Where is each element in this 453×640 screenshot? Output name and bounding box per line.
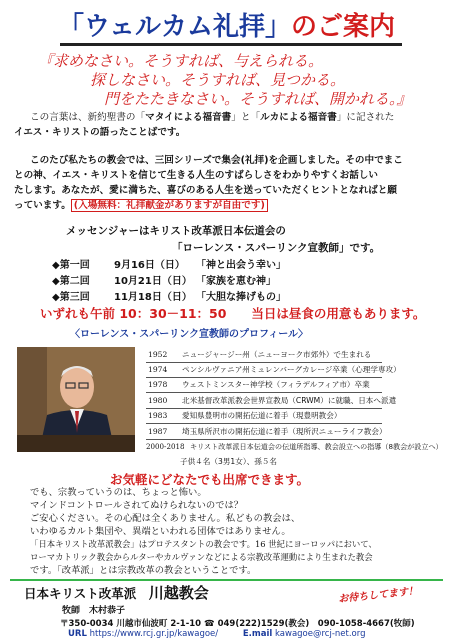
intro-text: この言葉は、新約聖書の「 (30, 112, 146, 123)
bio-year: 1987 (148, 427, 168, 436)
bio-year: 1974 (148, 365, 168, 374)
bio-text: ペンシルヴァニア州ミュレンバーグカレージ卒業（心理学専攻） (182, 365, 401, 374)
bio-text: 愛知県豊明市の開拓伝道に着手（現豊明教会） (182, 411, 342, 420)
intro-luke: ルカによる福音書 (260, 112, 337, 123)
body-line-3: たします。あなたが、愛に満ちた、喜びのある人生を送っていただくヒントとなればと願 (14, 185, 397, 196)
missionary-photo (17, 347, 135, 452)
messenger-line-1: メッセンジャーはキリスト改革派日本伝道会の (66, 225, 286, 237)
bio-row (148, 380, 370, 390)
time-note: いずれも午前 10：30－11：50 当日は昼食の用意もあります。 (40, 306, 426, 321)
footer-divider (10, 579, 443, 581)
pastor-name: 木村恭子 (89, 606, 126, 616)
intro-matthew: マタイによる福音書 (145, 112, 232, 123)
address-line (60, 617, 415, 629)
website-link[interactable]: https://www.rcj.gr.jp/kawagoe/ (89, 629, 219, 639)
messenger-line-2: 「ローレンス・スパーリンク宣教師」です。 (172, 242, 381, 254)
intro-line-1 (30, 110, 453, 125)
divider (146, 408, 382, 409)
event-date: 11月18日（日） (114, 292, 192, 303)
divider (146, 377, 382, 378)
event-label: ◆第一回 (52, 260, 90, 271)
title-main: 「ウェルカム礼拝」 (58, 12, 291, 42)
pastor-line (62, 603, 125, 616)
event-date: 9月16日（日） (114, 260, 185, 271)
bio-row (148, 365, 401, 375)
body-line-1: このたび私たちの教会では、三回シリーズで集会(礼拝)を企画しました。その中でまこ (30, 155, 403, 166)
note-line: ご安心ください。その心配は全くありません。私どもの教会は、 (30, 513, 301, 524)
event-topic: 「神と出会う幸い」 (196, 260, 286, 271)
event-item (52, 272, 276, 287)
phone-numbers: 049(222)1529(教会) 090-1058-4667(牧師) (217, 619, 415, 629)
bio-text: ウェストミンスター神学校（フィラデルフィア市）卒業 (182, 380, 370, 389)
page-title (0, 6, 453, 43)
event-item (52, 288, 286, 303)
bio-text: ニュージャージー州（ニューヨーク市郊外）で生まれる (182, 350, 372, 359)
bio-year: 1952 (148, 350, 168, 359)
event-date: 10月21日（日） (114, 276, 192, 287)
divider (146, 362, 382, 363)
bio-row (146, 442, 443, 452)
contact-line (68, 629, 366, 639)
bio-row (148, 411, 341, 421)
divider (146, 392, 382, 393)
intro-text: 」と「 (231, 112, 261, 123)
divider (146, 439, 382, 440)
bio-year: 1983 (148, 411, 168, 420)
note-line: でも、宗教っていうのは、ちょっと怖い。 (30, 487, 207, 498)
body-line-4 (14, 198, 440, 213)
event-item (52, 256, 286, 271)
bio-text: 北米基督改革派教会世界宣教局（CRWM）に就職、日本へ派遣 (182, 396, 397, 405)
body-line-2: との神、イエス・キリストを信じて生きる人生のすばらしさをわかりやすくお話しい (14, 170, 378, 181)
bio-text: キリスト改革派日本伝道会の伝道所指導、教会設立への指導（8教会が設立へ） (190, 442, 443, 451)
email-link[interactable]: kawagoe@rcj-net.org (275, 629, 366, 639)
intro-text: 」に記された (336, 112, 395, 123)
email-label: E.mail (242, 629, 273, 639)
bio-year: 1978 (148, 380, 168, 389)
address: 〒350-0034 川越市仙波町 2-1-10 (60, 619, 202, 629)
url-label: URL (68, 629, 87, 639)
note-line: 「日本キリスト改革派教会」はプロテスタントの教会です。16 世紀にヨーロッパにおいて、 (30, 539, 377, 549)
event-label: ◆第三回 (52, 292, 90, 303)
note-line: いわゆるカルト集団や、異端といわれる団体ではありません。 (30, 526, 291, 537)
profile-heading: 〈ローレンス・スパーリンク宣教師のプロフィール〉 (70, 329, 309, 340)
event-topic: 「大胆な捧げもの」 (196, 292, 286, 303)
event-topic: 「家族を恵む神」 (196, 276, 276, 287)
pastor-label: 牧師 (62, 606, 81, 616)
bio-year: 1980 (148, 396, 168, 405)
title-underline (60, 43, 402, 46)
verse-line-1: 『求めなさい。そうすれば、与えられる。 (38, 52, 324, 70)
bio-year: 2000-2018 (146, 442, 185, 451)
title-sub: のご案内 (290, 12, 395, 42)
note-line: ローマカトリック教会からルターやカルヴァンなどによる宗教改革運動により生まれた教会 (30, 552, 373, 562)
family-note: 子供４名（3男1女）、孫５名 (180, 457, 277, 466)
intro-line-2: イエス・キリストの語ったことばです。 (14, 127, 186, 138)
note-line: です。「改革派」とは宗教改革の教会ということです。 (30, 565, 257, 576)
bio-text: 埼玉県所沢市の開拓伝道に着手（現所沢ニューライフ教会） (182, 427, 387, 436)
bio-row (148, 350, 371, 360)
body-last-lead: っています。 (14, 200, 71, 211)
church-title: 川越教会 (148, 584, 209, 602)
phone-icon: ☎ (204, 619, 215, 629)
bio-row (148, 427, 387, 437)
verse-line-2: 探しなさい。そうすれば、見つかる。 (90, 71, 346, 89)
divider (146, 423, 382, 424)
verse-line-3: 門をたたきなさい。そうすれば、開かれる。』 (104, 90, 412, 108)
event-label: ◆第二回 (52, 276, 90, 287)
church-denomination: 日本キリスト改革派 (24, 586, 137, 601)
bio-row (148, 396, 396, 406)
church-name (24, 582, 209, 603)
welcome-message: お気軽にどなたでも出席できます。 (110, 472, 310, 487)
admission-box: (入場無料：礼拝献金がありますが自由です) (71, 199, 268, 212)
note-line: マインドコントロールされてぬけられないのでは？ (30, 500, 244, 511)
waiting-message: お待ちしてます！ (337, 585, 419, 606)
